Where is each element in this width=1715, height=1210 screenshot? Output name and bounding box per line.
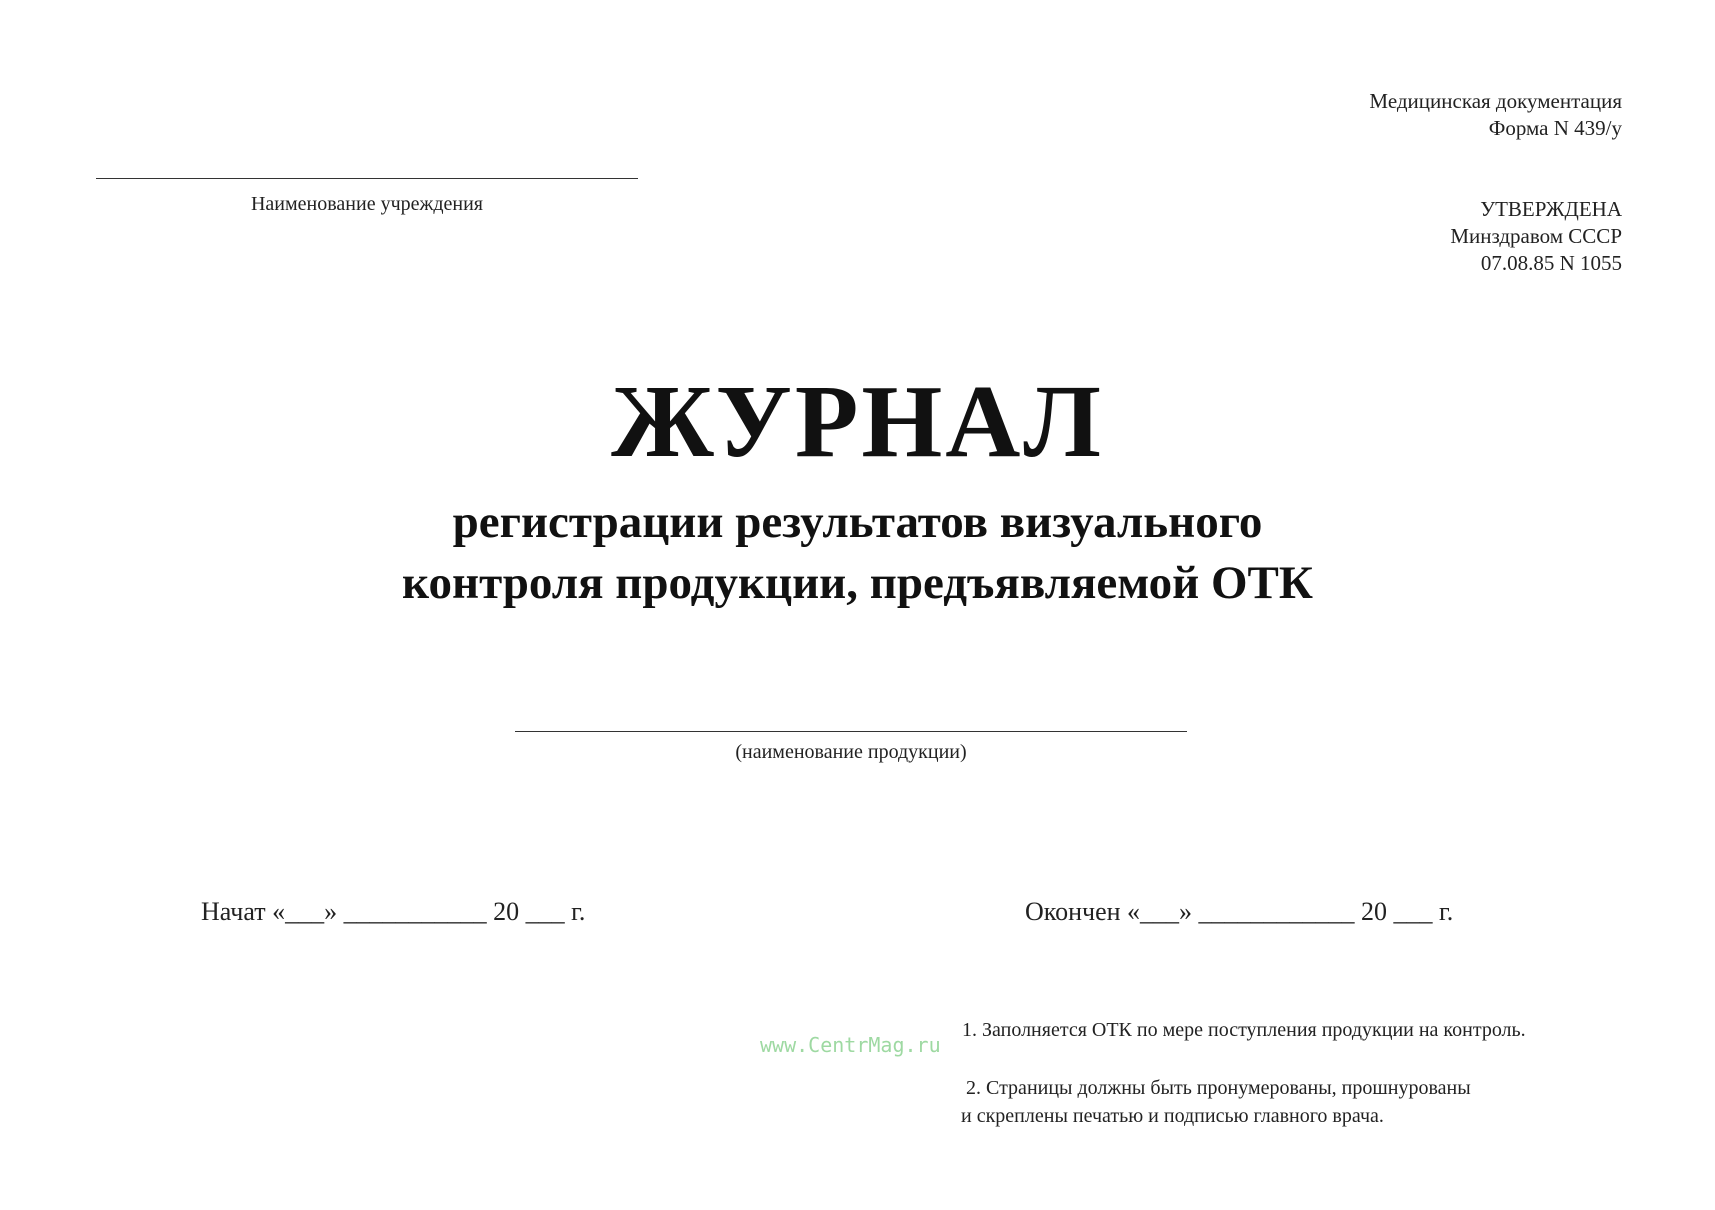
end-date-field: Окончен «___» ____________ 20 ___ г. [1025,897,1454,926]
note-2-line-1: 2. Страницы должны быть пронумерованы, прошнурованы [966,1077,1471,1099]
institution-name-label: Наименование учреждения [250,193,483,215]
form-number: Форма N 439/у [1488,116,1622,140]
institution-name-line [96,178,638,179]
approval-authority: Минздравом СССР [1450,224,1622,248]
subtitle-line-2: контроля продукции, предъявляемой ОТК [402,557,1313,609]
approval-date-number: 07.08.85 N 1055 [1480,251,1622,275]
document-title: ЖУРНАЛ [611,364,1104,479]
approval-block [1450,196,1622,277]
product-name-line [515,731,1187,732]
note-2-line-2: и скреплены печатью и подписью главного врача. [961,1105,1384,1127]
note-1: 1. Заполняется ОТК по мере поступления продукции на контроль. [962,1019,1526,1041]
document-type-header [1369,88,1622,142]
note-2 [961,1074,1471,1130]
site-watermark: www.CentrMag.ru [760,1033,941,1057]
document-subtitle [0,492,1715,614]
approval-status: УТВЕРЖДЕНА [1480,197,1622,221]
start-date-field: Начат «___» ___________ 20 ___ г. [201,897,586,926]
medical-documentation-label: Медицинская документация [1369,89,1622,113]
subtitle-line-1: регистрации результатов визуального [452,496,1263,548]
product-name-label: (наименование продукции) [735,741,967,763]
